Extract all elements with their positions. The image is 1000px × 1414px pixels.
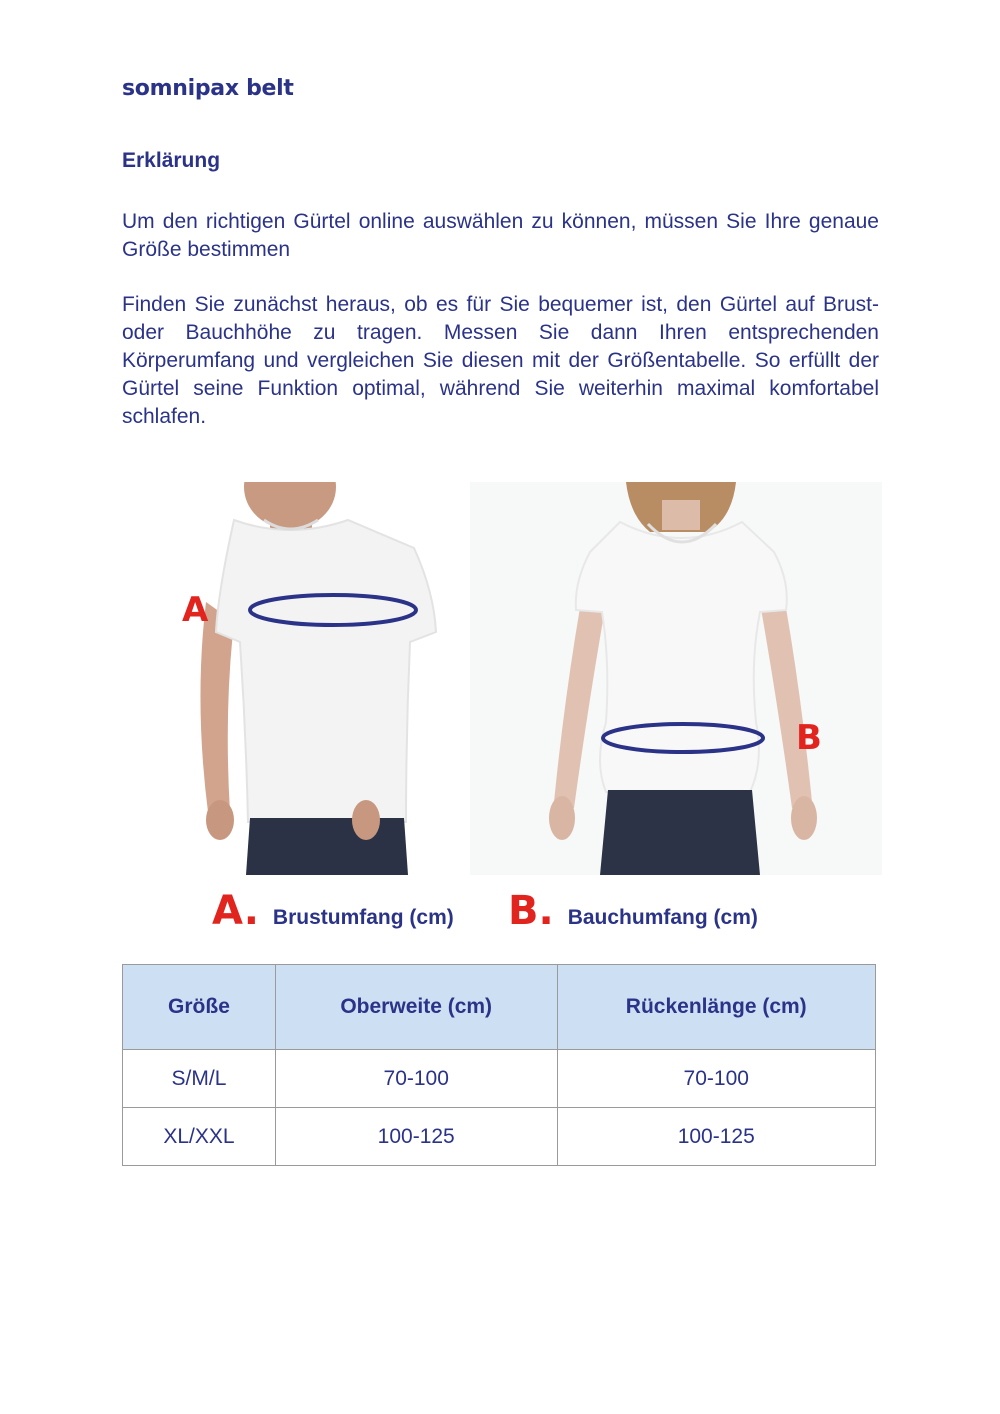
table-row	[123, 1050, 876, 1108]
legend-b	[508, 888, 758, 934]
man-photo	[124, 482, 460, 875]
table-cell: 100-125	[557, 1108, 876, 1166]
header-size: Größe	[123, 965, 276, 1050]
intro-paragraph: Um den richtigen Gürtel online auswählen zu können, müssen Sie Ihre genaue Größe bestimmen	[122, 210, 879, 261]
table-header-row	[123, 965, 876, 1050]
legend-a-text: Brustumfang (cm)	[272, 906, 454, 929]
table-cell: S/M/L	[123, 1050, 276, 1108]
section-heading: Erklärung	[122, 149, 221, 172]
label-b: B	[796, 718, 822, 758]
measurement-figure	[124, 482, 882, 875]
header-back-length: Rückenlänge (cm)	[557, 965, 876, 1050]
table-cell: 100-125	[275, 1108, 557, 1166]
woman-photo	[470, 482, 882, 875]
legend-a	[212, 888, 454, 934]
brand-title: somnipax belt	[122, 76, 294, 101]
legend-b-letter: B.	[508, 888, 554, 934]
table-cell: 70-100	[275, 1050, 557, 1108]
table-cell: 70-100	[557, 1050, 876, 1108]
header-chest: Oberweite (cm)	[275, 965, 557, 1050]
size-table	[122, 964, 876, 1166]
table-cell: XL/XXL	[123, 1108, 276, 1166]
legend-b-text: Bauchumfang (cm)	[567, 906, 758, 929]
legend-a-letter: A.	[212, 888, 259, 934]
instructions-paragraph: Finden Sie zunächst heraus, ob es für Sie bequemer ist, den Gürtel auf Brust- oder Bauchhöhe zu tragen. Messen Sie dann Ihren entsprechenden Körperumfang und vergleichen Sie diesen mit der Größentabelle. So erfüllt der Gürtel seine Funktion optimal, während Sie weiterhin maximal komfortabel schlafen.	[122, 293, 879, 428]
table-row	[123, 1108, 876, 1166]
label-a: A	[182, 590, 209, 630]
